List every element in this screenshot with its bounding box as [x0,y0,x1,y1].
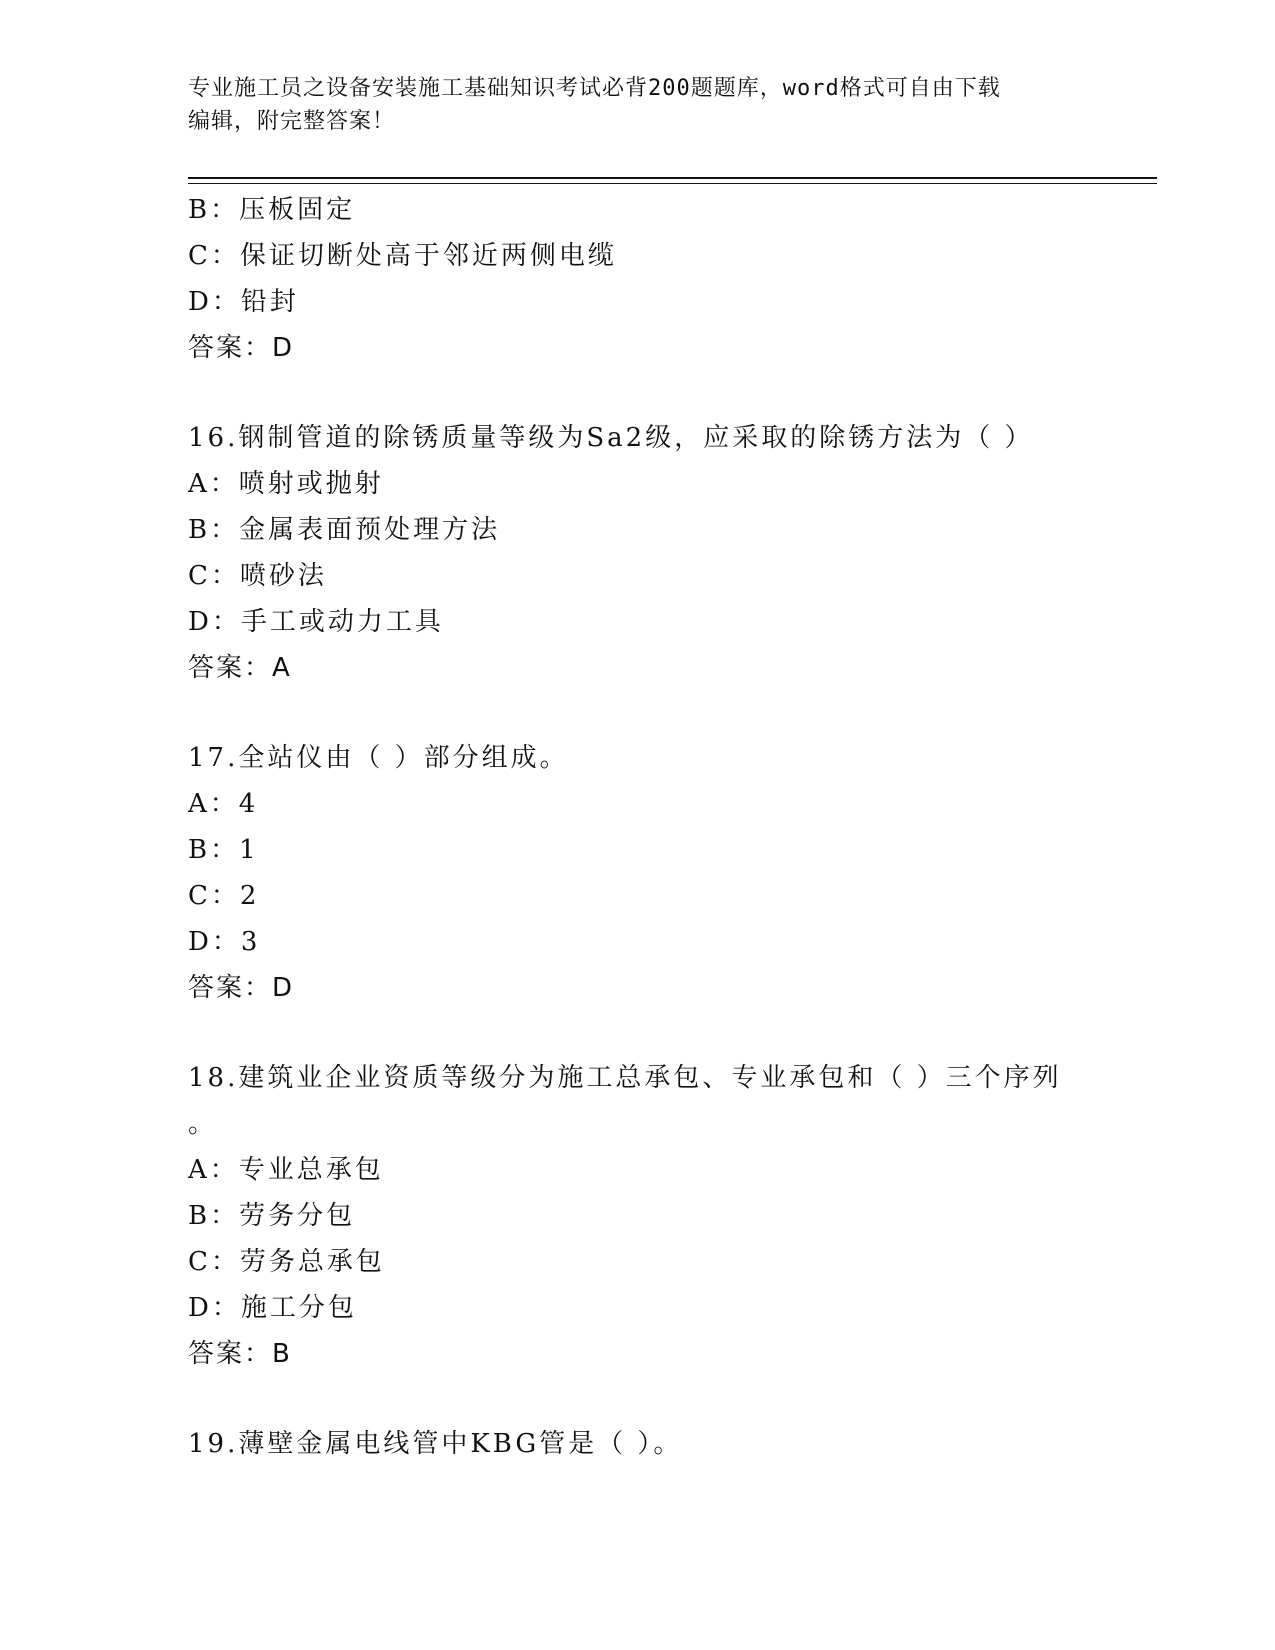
option-d: D：手工或动力工具 [188,607,444,637]
option-b: B：劳务分包 [188,1201,356,1231]
question-block-16 [188,415,1088,691]
option-d: D：3 [188,927,261,957]
option-b: B：压板固定 [188,195,356,225]
option-d: D：施工分包 [188,1293,357,1323]
header-divider-thin [188,183,1157,184]
header-title-line-2: 编辑，附完整答案！ [188,109,396,134]
answer-line: 答案：A [188,653,292,683]
option-b: B：金属表面预处理方法 [188,515,501,545]
question-text: 16.钢制管道的除锈质量等级为Sa2级，应采取的除锈方法为（ ） [188,423,1034,453]
answer-line: 答案：B [188,1339,292,1369]
question-list [188,187,1088,1467]
header-divider-thick [188,177,1157,179]
option-a: A：喷射或抛射 [188,469,384,499]
option-c: C：保证切断处高于邻近两侧电缆 [188,241,617,271]
document-header [188,72,1088,138]
spacer [188,691,1088,735]
answer-line: 答案：D [188,973,295,1003]
question-block-17 [188,735,1088,1011]
option-c: C：2 [188,881,260,911]
option-a: A：专业总承包 [188,1155,384,1185]
option-c: C：劳务总承包 [188,1247,385,1277]
question-text-line-2: 。 [188,1109,218,1139]
question-block-19 [188,1421,1088,1467]
spacer [188,1377,1088,1421]
spacer [188,371,1088,415]
spacer [188,1011,1088,1055]
question-block-15 [188,187,1088,371]
option-a: A：4 [188,789,259,819]
option-b: B：1 [188,835,259,865]
question-block-18 [188,1055,1088,1377]
question-text: 17.全站仪由（ ）部分组成。 [188,743,569,773]
option-d: D：铅封 [188,287,299,317]
question-text: 19.薄壁金属电线管中KBG管是（ ）。 [188,1429,683,1459]
question-text-line-1: 18.建筑业企业资质等级分为施工总承包、专业承包和（ ）三个序列 [188,1063,1062,1093]
option-c: C：喷砂法 [188,561,327,591]
header-title-line-1: 专业施工员之设备安装施工基础知识考试必背200题题库，word格式可自由下载 [188,76,1001,101]
answer-line: 答案：D [188,333,295,363]
